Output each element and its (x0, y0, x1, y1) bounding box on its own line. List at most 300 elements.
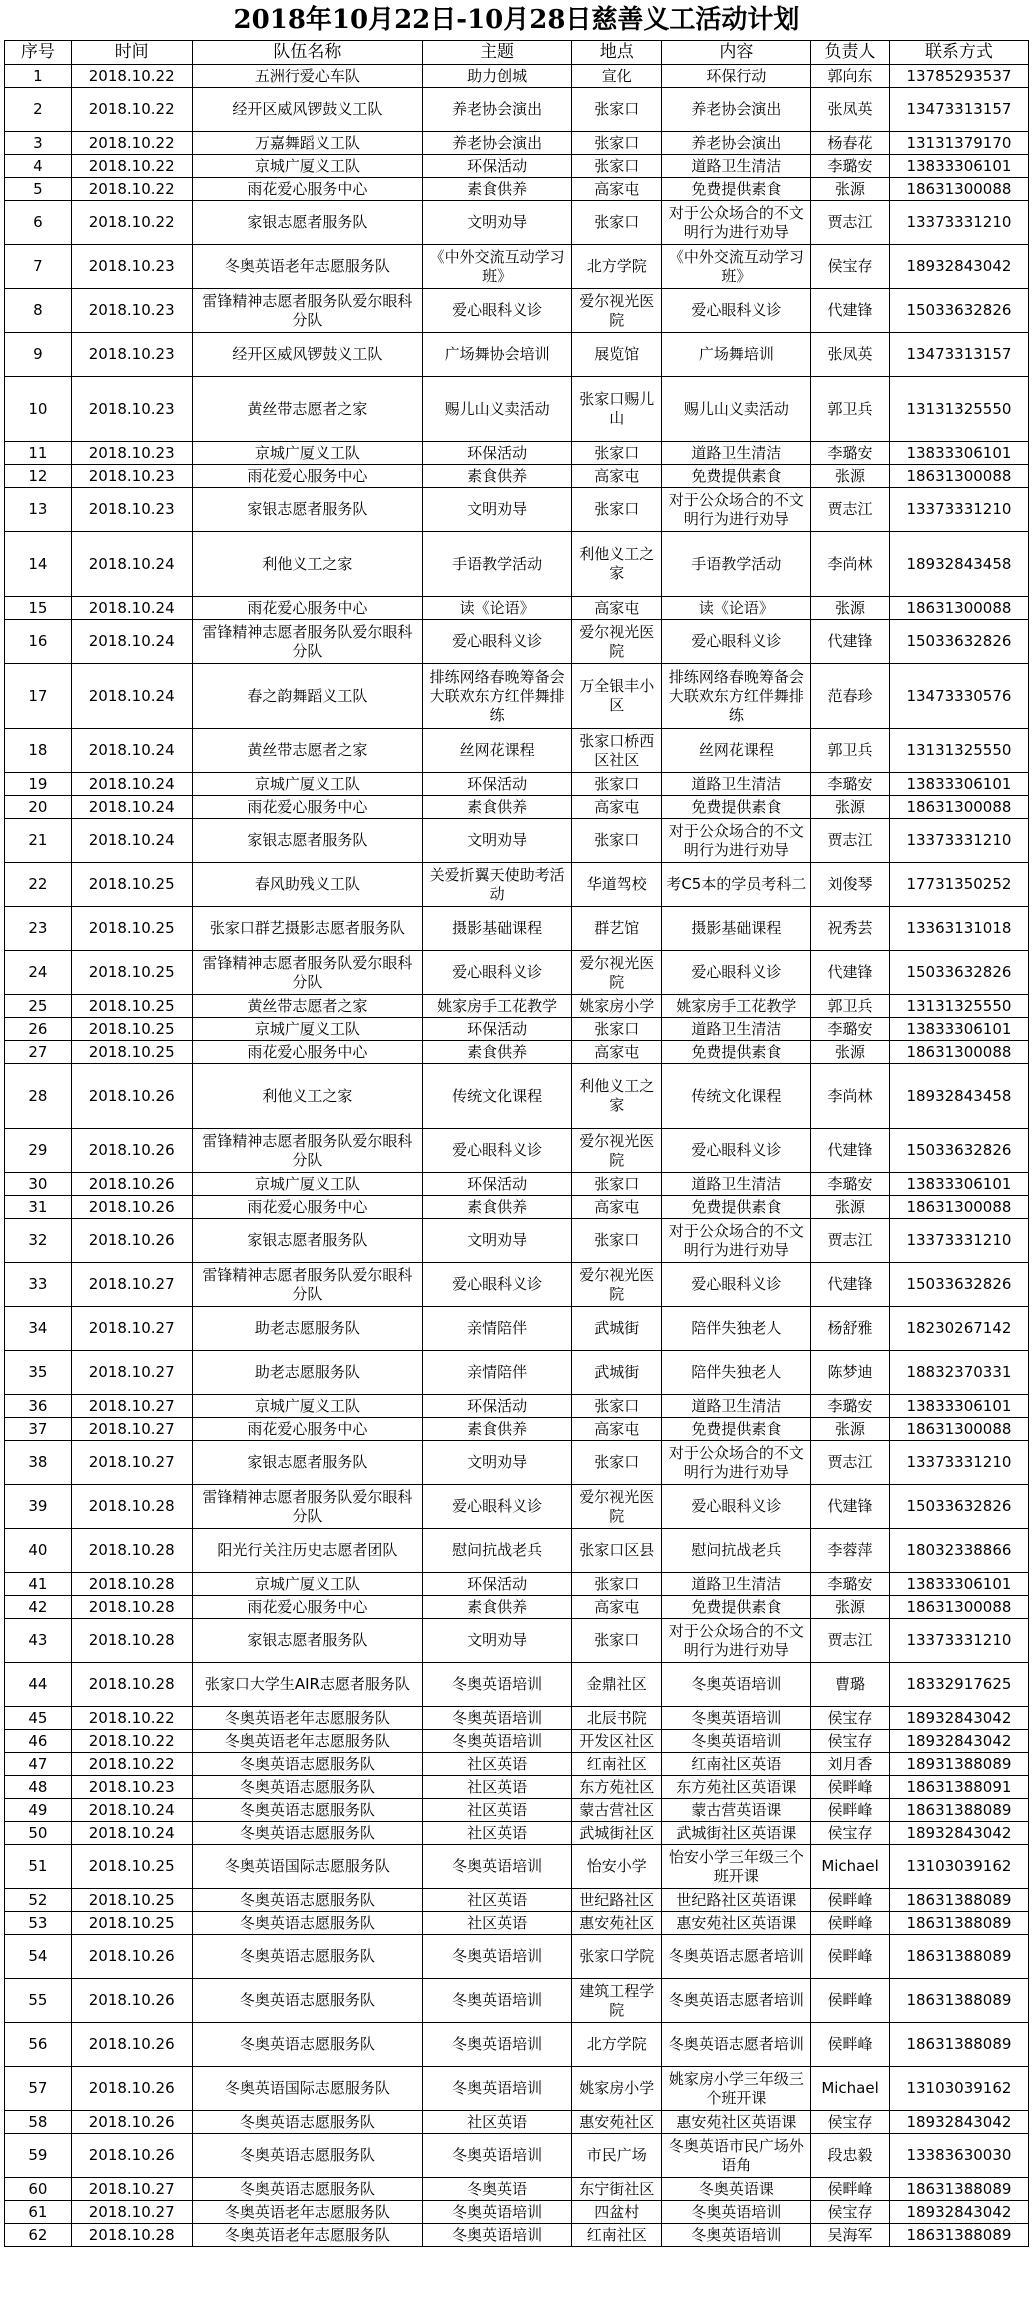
cell-phone: 18631388089 (889, 2023, 1028, 2067)
cell-leader: 代建锋 (811, 1263, 890, 1307)
cell-place: 展览馆 (571, 333, 662, 377)
cell-phone: 18932843042 (889, 1730, 1028, 1753)
cell-leader: 张源 (811, 178, 890, 201)
cell-date: 2018.10.26 (71, 1979, 192, 2023)
cell-theme: 爱心眼科义诊 (423, 1485, 572, 1529)
cell-team: 雨花爱心服务中心 (192, 796, 423, 819)
cell-phone: 18931388089 (889, 1753, 1028, 1776)
cell-theme: 冬奥英语培训 (423, 1935, 572, 1979)
cell-content: 对于公众场合的不文明行为进行劝导 (662, 201, 811, 245)
cell-content: 传统文化课程 (662, 1064, 811, 1129)
cell-leader: 李璐安 (811, 773, 890, 796)
cell-date: 2018.10.23 (71, 333, 192, 377)
cell-theme: 素食供养 (423, 1418, 572, 1441)
cell-team: 冬奥英语国际志愿服务队 (192, 2067, 423, 2111)
cell-content: 排练网络春晚筹备会大联欢东方红伴舞排练 (662, 664, 811, 729)
cell-leader: 代建锋 (811, 1485, 890, 1529)
cell-phone: 18631388089 (889, 1889, 1028, 1912)
table-row (5, 488, 1029, 532)
cell-phone: 18631388091 (889, 1776, 1028, 1799)
cell-content: 丝网花课程 (662, 729, 811, 773)
cell-content: 惠安苑社区英语课 (662, 1912, 811, 1935)
table-row (5, 597, 1029, 620)
cell-team: 冬奥英语老年志愿服务队 (192, 245, 423, 289)
cell-date: 2018.10.23 (71, 442, 192, 465)
cell-leader: 侯畔峰 (811, 1889, 890, 1912)
table-row (5, 2111, 1029, 2134)
table-row (5, 1822, 1029, 1845)
cell-content: 武城街社区英语课 (662, 1822, 811, 1845)
cell-seq: 41 (5, 1573, 72, 1596)
cell-place: 爱尔视光医院 (571, 1485, 662, 1529)
cell-theme: 读《论语》 (423, 597, 572, 620)
cell-phone: 13363131018 (889, 907, 1028, 951)
cell-seq: 9 (5, 333, 72, 377)
cell-leader: 郭卫兵 (811, 377, 890, 442)
cell-theme: 文明劝导 (423, 819, 572, 863)
cell-date: 2018.10.26 (71, 2023, 192, 2067)
table-body (5, 65, 1029, 2247)
cell-team: 京城广厦义工队 (192, 1173, 423, 1196)
cell-theme: 环保活动 (423, 1395, 572, 1418)
cell-place: 市民广场 (571, 2134, 662, 2178)
cell-seq: 1 (5, 65, 72, 88)
cell-team: 冬奥英语志愿服务队 (192, 1889, 423, 1912)
cell-theme: 冬奥英语培训 (423, 2023, 572, 2067)
cell-place: 爱尔视光医院 (571, 951, 662, 995)
cell-team: 冬奥英语志愿服务队 (192, 2134, 423, 2178)
cell-date: 2018.10.23 (71, 465, 192, 488)
cell-content: 蒙古营英语课 (662, 1799, 811, 1822)
cell-team: 冬奥英语志愿服务队 (192, 1935, 423, 1979)
cell-seq: 26 (5, 1018, 72, 1041)
cell-content: 爱心眼科义诊 (662, 1263, 811, 1307)
cell-leader: 侯畔峰 (811, 2178, 890, 2201)
cell-content: 环保行动 (662, 65, 811, 88)
cell-place: 武城街 (571, 1351, 662, 1395)
cell-leader: 侯宝存 (811, 2201, 890, 2224)
cell-date: 2018.10.28 (71, 1529, 192, 1573)
cell-date: 2018.10.27 (71, 1263, 192, 1307)
table-row (5, 620, 1029, 664)
cell-leader: 曹璐 (811, 1663, 890, 1707)
cell-theme: 素食供养 (423, 1196, 572, 1219)
cell-content: 道路卫生清洁 (662, 1573, 811, 1596)
cell-theme: 环保活动 (423, 155, 572, 178)
cell-seq: 24 (5, 951, 72, 995)
cell-place: 利他义工之家 (571, 1064, 662, 1129)
cell-team: 张家口群艺摄影志愿者服务队 (192, 907, 423, 951)
cell-team: 阳光行关注历史志愿者团队 (192, 1529, 423, 1573)
cell-team: 雷锋精神志愿者服务队爱尔眼科分队 (192, 1263, 423, 1307)
cell-theme: 冬奥英语 (423, 2178, 572, 2201)
cell-date: 2018.10.28 (71, 1596, 192, 1619)
cell-phone: 18631388089 (889, 1799, 1028, 1822)
cell-phone: 18631300088 (889, 465, 1028, 488)
cell-seq: 19 (5, 773, 72, 796)
cell-team: 雨花爱心服务中心 (192, 178, 423, 201)
cell-theme: 亲情陪伴 (423, 1307, 572, 1351)
cell-content: 考C5本的学员考科二 (662, 863, 811, 907)
table-row (5, 178, 1029, 201)
cell-theme: 社区英语 (423, 2111, 572, 2134)
table-row (5, 2134, 1029, 2178)
table-row (5, 1196, 1029, 1219)
cell-seq: 21 (5, 819, 72, 863)
table-row (5, 2023, 1029, 2067)
cell-place: 张家口 (571, 819, 662, 863)
cell-phone: 18932843458 (889, 1064, 1028, 1129)
cell-seq: 45 (5, 1707, 72, 1730)
table-row (5, 1845, 1029, 1889)
table-row (5, 442, 1029, 465)
table-row (5, 245, 1029, 289)
cell-place: 张家口 (571, 773, 662, 796)
cell-team: 利他义工之家 (192, 1064, 423, 1129)
cell-place: 张家口 (571, 1173, 662, 1196)
table-row (5, 1912, 1029, 1935)
cell-place: 姚家房小学 (571, 995, 662, 1018)
cell-place: 四盆村 (571, 2201, 662, 2224)
cell-content: 免费提供素食 (662, 1418, 811, 1441)
header-content: 内容 (662, 41, 811, 65)
cell-theme: 环保活动 (423, 442, 572, 465)
cell-phone: 18832370331 (889, 1351, 1028, 1395)
cell-date: 2018.10.24 (71, 729, 192, 773)
table-row (5, 1663, 1029, 1707)
cell-content: 对于公众场合的不文明行为进行劝导 (662, 488, 811, 532)
cell-date: 2018.10.24 (71, 597, 192, 620)
cell-leader: 侯宝存 (811, 1730, 890, 1753)
cell-seq: 55 (5, 1979, 72, 2023)
cell-phone: 13131325550 (889, 995, 1028, 1018)
cell-leader: 陈梦迪 (811, 1351, 890, 1395)
cell-seq: 46 (5, 1730, 72, 1753)
cell-theme: 爱心眼科义诊 (423, 951, 572, 995)
cell-theme: 冬奥英语培训 (423, 2067, 572, 2111)
header-theme: 主题 (423, 41, 572, 65)
cell-date: 2018.10.25 (71, 1845, 192, 1889)
cell-content: 冬奥英语培训 (662, 1663, 811, 1707)
cell-theme: 养老协会演出 (423, 132, 572, 155)
table-row (5, 1529, 1029, 1573)
cell-content: 冬奥英语志愿者培训 (662, 1979, 811, 2023)
cell-seq: 35 (5, 1351, 72, 1395)
table-row (5, 1129, 1029, 1173)
cell-leader: 杨春花 (811, 132, 890, 155)
cell-leader: 张凤英 (811, 88, 890, 132)
cell-date: 2018.10.25 (71, 1041, 192, 1064)
cell-theme: 社区英语 (423, 1822, 572, 1845)
cell-content: 冬奥英语培训 (662, 2224, 811, 2247)
table-row (5, 2224, 1029, 2247)
cell-content: 道路卫生清洁 (662, 1395, 811, 1418)
cell-leader: 祝秀芸 (811, 907, 890, 951)
cell-content: 免费提供素食 (662, 1041, 811, 1064)
cell-place: 张家口 (571, 1573, 662, 1596)
cell-team: 冬奥英语国际志愿服务队 (192, 1845, 423, 1889)
cell-phone: 15033632826 (889, 951, 1028, 995)
cell-content: 姚家房小学三年级三个班开课 (662, 2067, 811, 2111)
cell-theme: 冬奥英语培训 (423, 2224, 572, 2247)
cell-team: 黄丝带志愿者之家 (192, 377, 423, 442)
cell-content: 免费提供素食 (662, 178, 811, 201)
cell-team: 雨花爱心服务中心 (192, 1596, 423, 1619)
cell-seq: 52 (5, 1889, 72, 1912)
cell-phone: 18631388089 (889, 1979, 1028, 2023)
cell-team: 雨花爱心服务中心 (192, 597, 423, 620)
cell-seq: 13 (5, 488, 72, 532)
cell-seq: 60 (5, 2178, 72, 2201)
cell-seq: 42 (5, 1596, 72, 1619)
cell-place: 高家屯 (571, 465, 662, 488)
cell-theme: 养老协会演出 (423, 88, 572, 132)
cell-place: 爱尔视光医院 (571, 1129, 662, 1173)
cell-place: 张家口桥西区社区 (571, 729, 662, 773)
cell-team: 助老志愿服务队 (192, 1351, 423, 1395)
cell-content: 爱心眼科义诊 (662, 1485, 811, 1529)
cell-phone: 15033632826 (889, 289, 1028, 333)
cell-phone: 18932843458 (889, 532, 1028, 597)
cell-leader: 张源 (811, 1418, 890, 1441)
cell-phone: 13785293537 (889, 65, 1028, 88)
cell-phone: 13373331210 (889, 1441, 1028, 1485)
cell-theme: 摄影基础课程 (423, 907, 572, 951)
activity-table (4, 40, 1029, 2247)
cell-place: 高家屯 (571, 1041, 662, 1064)
cell-date: 2018.10.27 (71, 2178, 192, 2201)
cell-theme: 素食供养 (423, 1041, 572, 1064)
cell-content: 对于公众场合的不文明行为进行劝导 (662, 1219, 811, 1263)
table-row (5, 1730, 1029, 1753)
cell-place: 爱尔视光医院 (571, 1263, 662, 1307)
cell-seq: 44 (5, 1663, 72, 1707)
cell-seq: 20 (5, 796, 72, 819)
cell-team: 京城广厦义工队 (192, 1573, 423, 1596)
cell-seq: 31 (5, 1196, 72, 1219)
cell-date: 2018.10.28 (71, 1663, 192, 1707)
table-row (5, 2178, 1029, 2201)
header-place: 地点 (571, 41, 662, 65)
cell-content: 世纪路社区英语课 (662, 1889, 811, 1912)
table-row (5, 1776, 1029, 1799)
cell-date: 2018.10.26 (71, 1173, 192, 1196)
cell-content: 红南社区英语 (662, 1753, 811, 1776)
cell-team: 京城广厦义工队 (192, 1395, 423, 1418)
cell-content: 道路卫生清洁 (662, 155, 811, 178)
cell-date: 2018.10.22 (71, 1730, 192, 1753)
cell-theme: 文明劝导 (423, 1219, 572, 1263)
cell-date: 2018.10.22 (71, 88, 192, 132)
cell-date: 2018.10.27 (71, 1351, 192, 1395)
cell-seq: 4 (5, 155, 72, 178)
cell-date: 2018.10.25 (71, 863, 192, 907)
cell-place: 张家口 (571, 88, 662, 132)
cell-team: 雨花爱心服务中心 (192, 465, 423, 488)
cell-leader: 郭向东 (811, 65, 890, 88)
table-row (5, 1263, 1029, 1307)
table-row (5, 1307, 1029, 1351)
cell-leader: 李璐安 (811, 1173, 890, 1196)
cell-date: 2018.10.26 (71, 1219, 192, 1263)
cell-place: 张家口赐儿山 (571, 377, 662, 442)
cell-place: 张家口 (571, 1395, 662, 1418)
table-row (5, 1173, 1029, 1196)
table-row (5, 863, 1029, 907)
cell-theme: 环保活动 (423, 1573, 572, 1596)
cell-place: 世纪路社区 (571, 1889, 662, 1912)
cell-leader: 侯畔峰 (811, 1979, 890, 2023)
cell-team: 助老志愿服务队 (192, 1307, 423, 1351)
cell-leader: 刘月香 (811, 1753, 890, 1776)
cell-leader: 代建锋 (811, 951, 890, 995)
cell-theme: 赐儿山义卖活动 (423, 377, 572, 442)
cell-phone: 13833306101 (889, 1573, 1028, 1596)
cell-content: 对于公众场合的不文明行为进行劝导 (662, 819, 811, 863)
cell-seq: 62 (5, 2224, 72, 2247)
table-row (5, 532, 1029, 597)
cell-place: 开发区社区 (571, 1730, 662, 1753)
cell-date: 2018.10.26 (71, 1196, 192, 1219)
cell-theme: 社区英语 (423, 1776, 572, 1799)
cell-team: 家银志愿者服务队 (192, 1619, 423, 1663)
cell-place: 群艺馆 (571, 907, 662, 951)
cell-leader: 侯畔峰 (811, 1912, 890, 1935)
cell-phone: 18332917625 (889, 1663, 1028, 1707)
cell-date: 2018.10.23 (71, 488, 192, 532)
cell-content: 冬奥英语志愿者培训 (662, 2023, 811, 2067)
cell-leader: 张源 (811, 465, 890, 488)
table-row (5, 88, 1029, 132)
cell-date: 2018.10.22 (71, 65, 192, 88)
cell-team: 经开区威风锣鼓义工队 (192, 88, 423, 132)
cell-theme: 《中外交流互动学习班》 (423, 245, 572, 289)
cell-date: 2018.10.26 (71, 1129, 192, 1173)
header-team: 队伍名称 (192, 41, 423, 65)
cell-leader: 代建锋 (811, 289, 890, 333)
cell-seq: 28 (5, 1064, 72, 1129)
cell-phone: 13473313157 (889, 88, 1028, 132)
table-row (5, 155, 1029, 178)
cell-seq: 61 (5, 2201, 72, 2224)
cell-date: 2018.10.28 (71, 1485, 192, 1529)
table-row (5, 819, 1029, 863)
cell-content: 爱心眼科义诊 (662, 289, 811, 333)
cell-place: 北方学院 (571, 245, 662, 289)
cell-content: 冬奥英语课 (662, 2178, 811, 2201)
cell-leader: 李璐安 (811, 1018, 890, 1041)
cell-leader: 李璐安 (811, 1573, 890, 1596)
cell-seq: 40 (5, 1529, 72, 1573)
cell-phone: 18631300088 (889, 178, 1028, 201)
table-row (5, 1799, 1029, 1822)
cell-seq: 10 (5, 377, 72, 442)
cell-team: 冬奥英语志愿服务队 (192, 1753, 423, 1776)
table-row (5, 796, 1029, 819)
cell-theme: 传统文化课程 (423, 1064, 572, 1129)
cell-team: 家银志愿者服务队 (192, 819, 423, 863)
table-row (5, 664, 1029, 729)
cell-theme: 社区英语 (423, 1753, 572, 1776)
table-row (5, 1041, 1029, 1064)
cell-phone: 18932843042 (889, 2201, 1028, 2224)
cell-team: 家银志愿者服务队 (192, 1441, 423, 1485)
cell-seq: 53 (5, 1912, 72, 1935)
cell-seq: 50 (5, 1822, 72, 1845)
cell-phone: 18631300088 (889, 1196, 1028, 1219)
cell-place: 利他义工之家 (571, 532, 662, 597)
cell-content: 爱心眼科义诊 (662, 1129, 811, 1173)
cell-leader: 贾志江 (811, 819, 890, 863)
table-row (5, 1573, 1029, 1596)
cell-theme: 文明劝导 (423, 1619, 572, 1663)
cell-date: 2018.10.25 (71, 951, 192, 995)
cell-seq: 39 (5, 1485, 72, 1529)
cell-theme: 环保活动 (423, 1173, 572, 1196)
cell-content: 养老协会演出 (662, 132, 811, 155)
cell-seq: 38 (5, 1441, 72, 1485)
cell-date: 2018.10.24 (71, 1799, 192, 1822)
cell-team: 冬奥英语志愿服务队 (192, 1776, 423, 1799)
table-row (5, 1707, 1029, 1730)
table-row (5, 1979, 1029, 2023)
cell-date: 2018.10.22 (71, 178, 192, 201)
cell-theme: 助力创城 (423, 65, 572, 88)
cell-content: 广场舞培训 (662, 333, 811, 377)
cell-team: 五洲行爱心车队 (192, 65, 423, 88)
cell-phone: 18631300088 (889, 1596, 1028, 1619)
table-row (5, 1395, 1029, 1418)
cell-content: 摄影基础课程 (662, 907, 811, 951)
cell-seq: 15 (5, 597, 72, 620)
table-row (5, 995, 1029, 1018)
table-row (5, 951, 1029, 995)
cell-leader: 代建锋 (811, 620, 890, 664)
cell-date: 2018.10.24 (71, 819, 192, 863)
cell-seq: 25 (5, 995, 72, 1018)
cell-team: 经开区威风锣鼓义工队 (192, 333, 423, 377)
cell-place: 武城街 (571, 1307, 662, 1351)
cell-place: 宣化 (571, 65, 662, 88)
cell-date: 2018.10.25 (71, 907, 192, 951)
cell-seq: 23 (5, 907, 72, 951)
cell-team: 春风助残义工队 (192, 863, 423, 907)
cell-team: 黄丝带志愿者之家 (192, 729, 423, 773)
cell-content: 免费提供素食 (662, 465, 811, 488)
cell-team: 雨花爱心服务中心 (192, 1196, 423, 1219)
cell-leader: 贾志江 (811, 488, 890, 532)
table-row (5, 1018, 1029, 1041)
cell-content: 《中外交流互动学习班》 (662, 245, 811, 289)
cell-place: 姚家房小学 (571, 2067, 662, 2111)
cell-phone: 15033632826 (889, 1485, 1028, 1529)
table-row (5, 1889, 1029, 1912)
cell-date: 2018.10.24 (71, 773, 192, 796)
cell-team: 京城广厦义工队 (192, 1018, 423, 1041)
cell-date: 2018.10.27 (71, 1395, 192, 1418)
cell-phone: 13373331210 (889, 819, 1028, 863)
cell-phone: 13373331210 (889, 1219, 1028, 1263)
cell-phone: 18932843042 (889, 2111, 1028, 2134)
page-title: 2018年10月22日-10月28日慈善义工活动计划 (233, 5, 800, 35)
cell-phone: 13131325550 (889, 377, 1028, 442)
table-row (5, 465, 1029, 488)
cell-phone: 13473330576 (889, 664, 1028, 729)
cell-seq: 17 (5, 664, 72, 729)
cell-leader: 郭卫兵 (811, 729, 890, 773)
cell-leader: 侯畔峰 (811, 1935, 890, 1979)
table-header-row (5, 41, 1029, 65)
